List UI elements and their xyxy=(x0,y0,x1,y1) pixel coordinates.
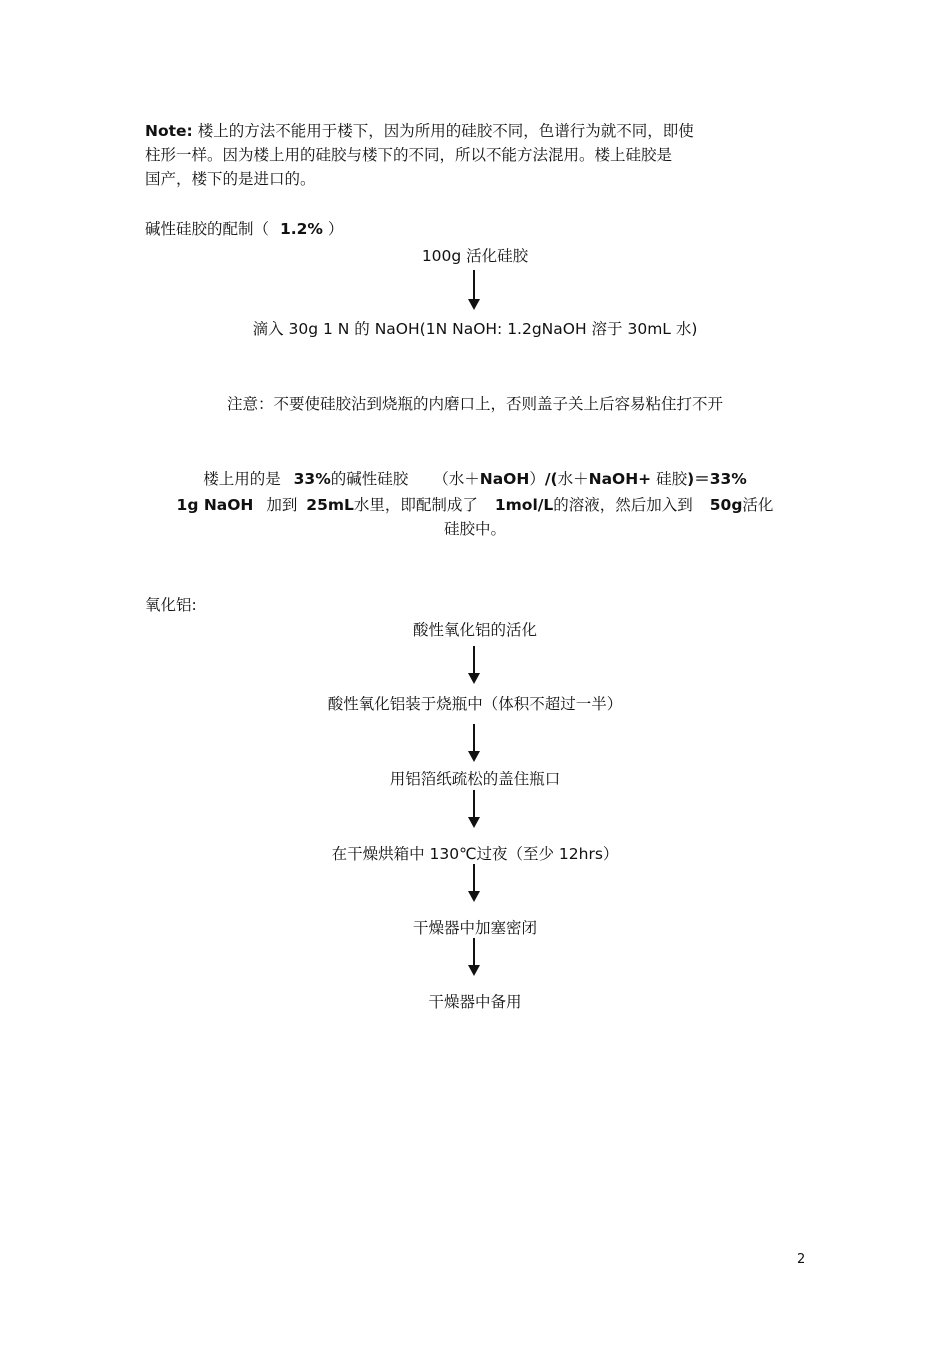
note-text-1: 楼上的方法不能用于楼下，因为所用的硅胶不同，色谱行为就不同，即使 xyxy=(197,122,694,140)
alumina-step-4: 在干燥烘箱中 130℃过夜（至少 12hrs） xyxy=(331,845,619,863)
note-line-1 xyxy=(145,119,694,143)
upstairs-text-6: 硅胶 xyxy=(656,470,688,488)
naoh-prep-line-1 xyxy=(0,493,950,517)
upstairs-text-2: 的碱性硅胶 xyxy=(330,470,409,488)
upstairs-naoh-plus: NaOH+ xyxy=(588,470,652,488)
silica-heading-percent: 1.2% xyxy=(279,220,323,238)
silica-step-2: 滴入 30g 1 N 的 NaOH(1N NaOH: 1.2gNaOH 溶于 30mL 水) xyxy=(252,320,698,338)
upstairs-equals: )＝33% xyxy=(687,470,747,488)
upstairs-formula-line xyxy=(0,467,950,491)
silica-heading-close: ） xyxy=(327,220,344,238)
upstairs-naoh: NaOH xyxy=(479,470,530,488)
upstairs-text-3: （水＋ xyxy=(433,470,480,488)
down-arrow-icon xyxy=(468,864,480,904)
silica-caution: 注意：不要使硅胶沾到烧瓶的内磨口上，否则盖子关上后容易粘住打不开 xyxy=(226,395,723,413)
down-arrow-icon xyxy=(468,724,480,764)
alumina-step-2: 酸性氧化铝装于烧瓶中（体积不超过一半） xyxy=(327,695,623,713)
naoh-text-1: 加到 xyxy=(266,496,298,514)
upstairs-percent: 33% xyxy=(293,470,331,488)
naoh-concentration: 1mol/L xyxy=(494,496,554,514)
silica-heading xyxy=(145,217,343,241)
silica-mass: 50g xyxy=(709,496,743,514)
down-arrow-icon xyxy=(468,790,480,830)
alumina-step-1: 酸性氧化铝的活化 xyxy=(412,621,537,639)
note-line-2: 柱形一样。因为楼上用的硅胶与楼下的不同，所以不能方法混用。楼上硅胶是 xyxy=(145,146,673,164)
down-arrow-icon xyxy=(468,938,480,978)
alumina-step-5: 干燥器中加塞密闭 xyxy=(412,919,537,937)
alumina-step-3: 用铝箔纸疏松的盖住瓶口 xyxy=(389,770,561,788)
naoh-text-2: 水里，即配制成了 xyxy=(353,496,478,514)
page-number: 2 xyxy=(797,1252,806,1267)
down-arrow-icon xyxy=(468,646,480,686)
naoh-text-4: 活化 xyxy=(742,496,774,514)
alumina-step-6: 干燥器中备用 xyxy=(428,993,522,1011)
upstairs-text-4: ） xyxy=(529,470,545,488)
naoh-amount: 1g NaOH xyxy=(176,496,254,514)
naoh-volume: 25mL xyxy=(306,496,354,514)
upstairs-text-5: 水＋ xyxy=(557,470,589,488)
alumina-heading: 氧化铝: xyxy=(145,596,197,614)
silica-heading-text: 碱性硅胶的配制（ xyxy=(145,220,270,238)
note-label: Note: xyxy=(145,122,193,140)
upstairs-text-1: 楼上用的是 xyxy=(203,470,281,488)
upstairs-slash: /( xyxy=(544,470,558,488)
naoh-prep-line-2: 硅胶中。 xyxy=(443,520,506,538)
down-arrow-icon xyxy=(468,270,480,310)
silica-step-1: 100g 活化硅胶 xyxy=(421,247,529,265)
naoh-text-3: 的溶液，然后加入到 xyxy=(553,496,693,514)
note-line-3: 国产，楼下的是进口的。 xyxy=(145,170,316,188)
